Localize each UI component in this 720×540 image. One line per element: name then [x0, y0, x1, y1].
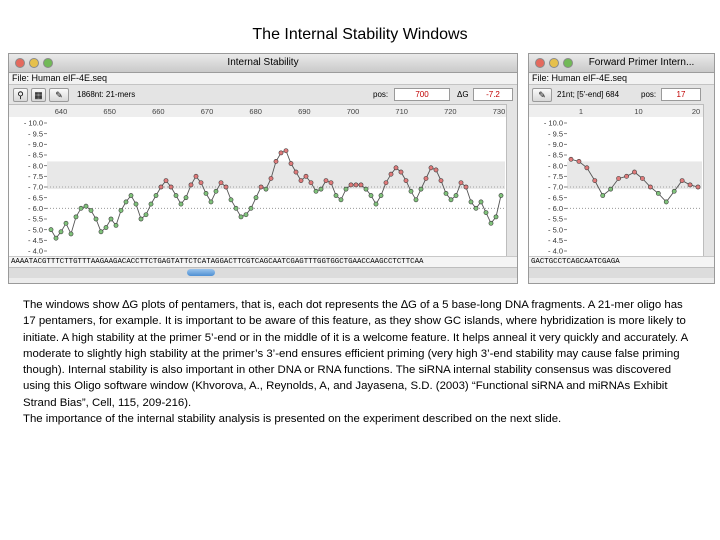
y-tick-label: - 9.0: [27, 139, 43, 149]
data-point: [374, 202, 378, 206]
data-point: [329, 181, 333, 185]
y-tick-label: - 10.0: [543, 118, 563, 128]
data-point: [409, 189, 413, 193]
data-point: [680, 179, 684, 183]
data-point: [309, 181, 313, 185]
horizontal-scrollbar[interactable]: [9, 267, 517, 278]
data-point: [585, 166, 589, 170]
data-point: [69, 232, 73, 236]
slide-title: The Internal Stability Windows: [252, 26, 468, 43]
data-point: [254, 196, 258, 200]
y-tick-label: - 7.5: [27, 171, 43, 181]
data-point: [656, 191, 660, 195]
data-point: [109, 217, 113, 221]
stability-band: [47, 161, 505, 189]
ruler-label: 690: [298, 107, 311, 116]
primer-stability-chart[interactable]: [529, 104, 706, 257]
y-tick-label: - 4.5: [547, 235, 563, 245]
y-tick-label: - 7.0: [547, 182, 563, 192]
data-point: [577, 159, 581, 163]
y-tick-label: - 4.0: [27, 246, 43, 256]
y-tick-label: - 8.0: [27, 161, 43, 171]
data-point: [289, 161, 293, 165]
data-point: [354, 183, 358, 187]
minimize-window-button[interactable]: [29, 58, 39, 68]
data-point: [489, 221, 493, 225]
data-point: [434, 168, 438, 172]
data-point: [219, 181, 223, 185]
ruler-label: 720: [444, 107, 457, 116]
tools-icon[interactable]: ✎: [49, 88, 69, 102]
oligo-length-label: 1868nt: 21-mers: [77, 90, 136, 99]
primer-sequence: GACTGCCTCAGCAATCGAGA: [529, 256, 714, 267]
ruler-strip: [529, 105, 706, 117]
data-point: [648, 185, 652, 189]
stability-chart[interactable]: [9, 104, 509, 257]
data-point: [144, 213, 148, 217]
ruler-label: 670: [200, 107, 214, 116]
data-point: [294, 170, 298, 174]
y-tick-label: - 8.0: [547, 161, 563, 171]
data-point: [672, 189, 676, 193]
data-point: [129, 193, 133, 197]
scroll-thumb[interactable]: [187, 269, 215, 276]
y-tick-label: - 9.0: [547, 139, 563, 149]
data-point: [259, 185, 263, 189]
ruler-label: 640: [54, 107, 68, 116]
data-point: [617, 176, 621, 180]
data-point: [149, 202, 153, 206]
ruler-label: 730: [492, 107, 506, 116]
minimize-window-button[interactable]: [549, 58, 559, 68]
data-point: [169, 185, 173, 189]
pos-label: pos:: [641, 90, 657, 99]
ruler-label: 20: [691, 107, 701, 116]
zoom-window-button[interactable]: [563, 58, 573, 68]
pos-field[interactable]: 700: [394, 88, 450, 101]
data-point: [124, 200, 128, 204]
data-point: [369, 193, 373, 197]
ruler-label: 710: [395, 107, 408, 116]
data-point: [209, 200, 213, 204]
data-point: [389, 172, 393, 176]
data-point: [339, 198, 343, 202]
file-label: File: Human eIF-4E.seq: [9, 73, 517, 85]
data-point: [284, 149, 288, 153]
ruler-label: 700: [346, 107, 360, 116]
data-point: [569, 157, 573, 161]
window-title: Internal Stability: [227, 57, 299, 68]
data-point: [344, 187, 348, 191]
data-point: [469, 200, 473, 204]
y-tick-label: - 9.5: [547, 129, 563, 139]
toolbar: [529, 85, 714, 106]
data-point: [49, 228, 53, 232]
data-point: [384, 181, 388, 185]
data-point: [494, 215, 498, 219]
vertical-scrollbar[interactable]: [703, 104, 714, 256]
ruler-label: 10: [634, 107, 643, 116]
y-tick-label: - 8.5: [27, 150, 43, 160]
data-point: [204, 191, 208, 195]
data-point: [439, 179, 443, 183]
pos-field[interactable]: 17: [661, 88, 701, 101]
data-point: [264, 187, 268, 191]
data-point: [54, 236, 58, 240]
data-point: [119, 208, 123, 212]
data-point: [474, 206, 478, 210]
description: [23, 297, 695, 427]
data-point: [159, 185, 163, 189]
ruler-label: 650: [103, 107, 116, 116]
data-point: [419, 187, 423, 191]
y-tick-label: - 5.5: [547, 214, 563, 224]
ruler-label: 660: [152, 107, 165, 116]
vertical-scrollbar[interactable]: [506, 104, 517, 256]
data-point: [314, 189, 318, 193]
sequence-strip: AAAATACGTTTCTTGTTTAAGAAGACACCTTCTGAGTATTCTCATAGGACTTCGTCAGCAATCGAGTTTGGTGGCTGAACCAAGCCTCTTCAA: [9, 256, 517, 267]
close-window-button[interactable]: [535, 58, 545, 68]
oligo-info-label: 21nt; [5'-end] 684: [557, 90, 620, 99]
data-point: [99, 230, 103, 234]
y-tick-label: - 6.5: [547, 193, 563, 203]
pos-label: pos:: [373, 90, 389, 99]
data-point: [609, 187, 613, 191]
file-label: File: Human eIF-4E.seq: [529, 73, 714, 85]
data-point: [164, 179, 168, 183]
data-point: [454, 193, 458, 197]
y-tick-label: - 5.5: [27, 214, 43, 224]
data-point: [274, 159, 278, 163]
data-point: [696, 185, 700, 189]
data-point: [89, 208, 93, 212]
stability-plot: [9, 105, 509, 257]
data-point: [304, 174, 308, 178]
data-point: [154, 193, 158, 197]
data-point: [319, 187, 323, 191]
data-point: [84, 204, 88, 208]
data-point: [74, 215, 78, 219]
data-point: [79, 206, 83, 210]
data-point: [394, 166, 398, 170]
data-point: [229, 198, 233, 202]
data-point: [593, 179, 597, 183]
data-point: [499, 193, 503, 197]
magnifier-icon[interactable]: ⚲: [13, 88, 28, 102]
y-tick-label: - 8.5: [547, 150, 563, 160]
window-title: Forward Primer Intern...: [588, 57, 695, 68]
data-point: [139, 217, 143, 221]
y-tick-label: - 4.0: [547, 246, 563, 256]
horizontal-scrollbar[interactable]: [529, 267, 714, 278]
data-point: [601, 193, 605, 197]
data-point: [444, 191, 448, 195]
data-point: [224, 185, 228, 189]
data-point: [479, 200, 483, 204]
y-tick-label: - 5.0: [27, 225, 43, 235]
data-point: [194, 174, 198, 178]
data-point: [424, 176, 428, 180]
data-point: [404, 179, 408, 183]
ruler-label: 680: [249, 107, 262, 116]
data-point: [104, 225, 108, 229]
description-paragraph: The importance of the internal stability analysis is presented on the experiment described on the next slide.: [23, 413, 562, 426]
data-point: [279, 151, 283, 155]
grid-icon[interactable]: ▦: [31, 88, 46, 102]
data-point: [640, 176, 644, 180]
data-point: [189, 183, 193, 187]
data-point: [632, 170, 636, 174]
description-paragraph: The windows show ∆G plots of pentamers, that is, each dot represents the ∆G of a 5 base-long DNA fragments. A 21-mer oligo has 17 pentamers, for example. It is important to be aware of this feature, as they show GC islands, where hybridization is more likely to initiate. A high stability at the primer 5’-end or in the middle of it is a welcome feature. It helps anneal it very quickly and accurately. A moderate to slightly high stability at the primer’s 3’-end ensures efficient priming (very high 3’-end stability may cause false priming though). Internal stability is also important in other DNA or RNA functions. The siRNA internal stability consensus was discovered using this Oligo software window (Khvorova, A., Reynolds, A, and Jayasena, S.D. (2003) “Functional siRNA and miRNAs Exhibit Strand Bias”, Cell, 115, 209-216).: [23, 299, 688, 409]
y-tick-label: - 6.5: [27, 193, 43, 203]
data-point: [624, 174, 628, 178]
data-point: [269, 176, 273, 180]
data-point: [334, 193, 338, 197]
y-tick-label: - 6.0: [27, 203, 43, 213]
ruler-label: 1: [578, 107, 584, 116]
data-point: [459, 181, 463, 185]
data-point: [484, 211, 488, 215]
data-point: [299, 179, 303, 183]
dg-field[interactable]: -7.2: [473, 88, 513, 101]
window-titlebar[interactable]: [529, 54, 714, 73]
data-point: [244, 213, 248, 217]
tools-icon[interactable]: ✎: [532, 88, 552, 102]
zoom-window-button[interactable]: [43, 58, 53, 68]
data-point: [64, 221, 68, 225]
data-point: [688, 183, 692, 187]
data-point: [364, 187, 368, 191]
data-point: [239, 215, 243, 219]
data-point: [324, 179, 328, 183]
data-point: [359, 183, 363, 187]
data-point: [134, 202, 138, 206]
data-point: [199, 181, 203, 185]
y-tick-label: - 6.0: [547, 203, 563, 213]
close-window-button[interactable]: [15, 58, 25, 68]
y-tick-label: - 7.0: [27, 182, 43, 192]
y-tick-label: - 7.5: [547, 171, 563, 181]
data-point: [179, 202, 183, 206]
y-tick-label: - 10.0: [23, 118, 43, 128]
data-point: [379, 193, 383, 197]
y-tick-label: - 4.5: [27, 235, 43, 245]
data-point: [449, 198, 453, 202]
data-point: [399, 170, 403, 174]
data-point: [414, 198, 418, 202]
primer-stability-plot: [529, 105, 706, 257]
y-tick-label: - 5.0: [547, 225, 563, 235]
data-point: [114, 223, 118, 227]
toolbar: [9, 85, 517, 106]
forward-primer-window[interactable]: [528, 53, 715, 284]
dg-label: ΔG: [457, 90, 469, 99]
data-point: [94, 217, 98, 221]
data-point: [249, 206, 253, 210]
data-point: [214, 189, 218, 193]
window-titlebar[interactable]: [9, 54, 517, 73]
data-point: [174, 193, 178, 197]
y-tick-label: - 9.5: [27, 129, 43, 139]
data-point: [349, 183, 353, 187]
data-point: [234, 206, 238, 210]
data-point: [429, 166, 433, 170]
data-point: [464, 185, 468, 189]
data-point: [59, 230, 63, 234]
data-point: [184, 196, 188, 200]
internal-stability-window[interactable]: [8, 53, 518, 284]
data-point: [664, 200, 668, 204]
